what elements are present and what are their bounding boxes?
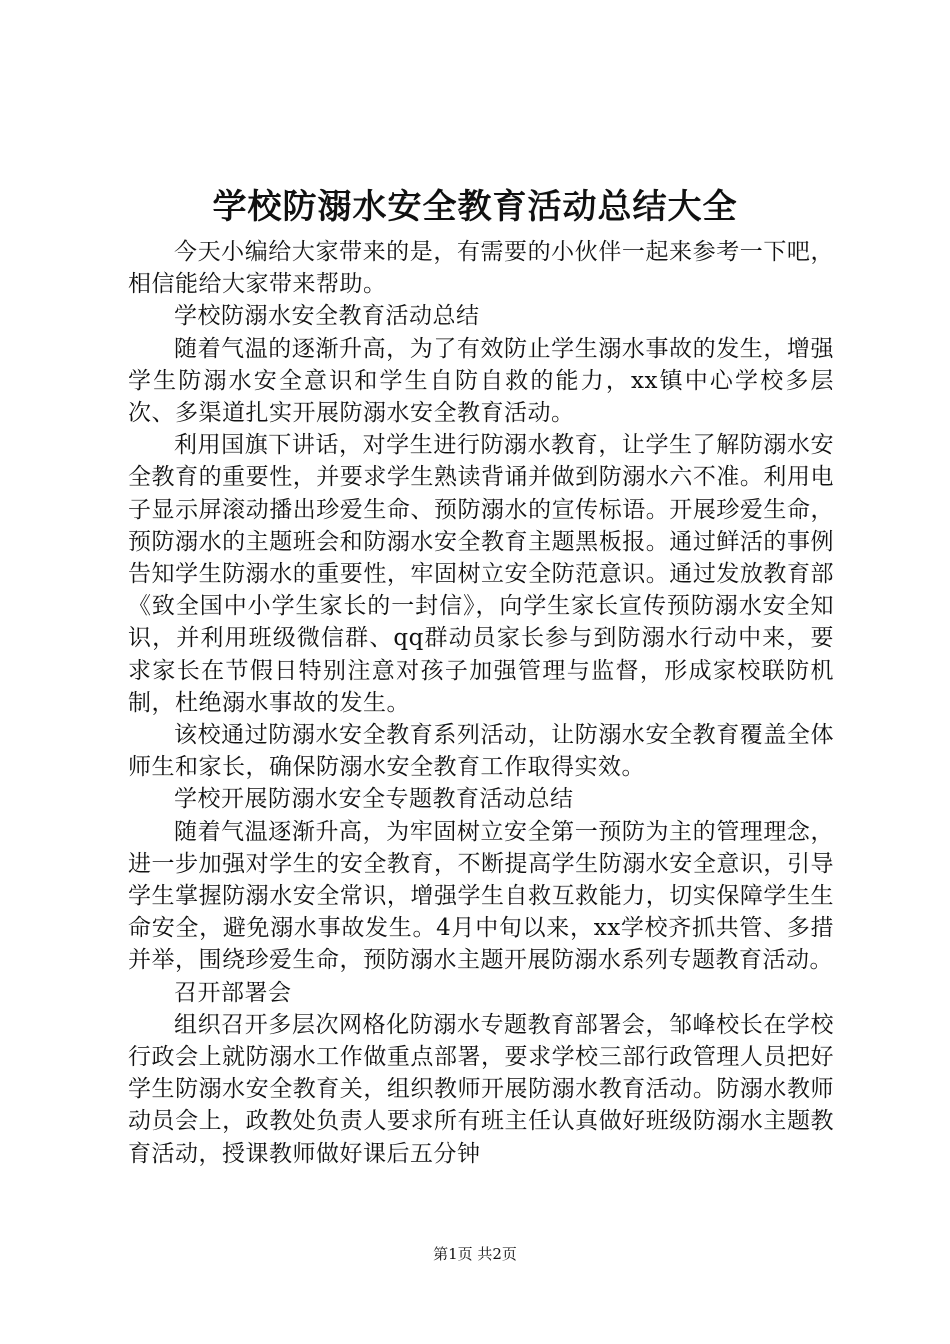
document-body (128, 236, 834, 1170)
body-paragraph: 随着气温的逐渐升高，为了有效防止学生溺水事故的发生，增强学生防溺水安全意识和学生自防自救的能力，xx镇中心学校多层次、多渠道扎实开展防溺水安全教育活动。 (128, 335, 834, 427)
subsection-heading: 召开部署会 (174, 979, 292, 1006)
intro-paragraph: 今天小编给大家带来的是，有需要的小伙伴一起来参考一下吧，相信能给大家带来帮助。 (128, 239, 834, 298)
section-heading: 学校开展防溺水安全专题教育活动总结 (174, 786, 574, 813)
section-heading: 学校防溺水安全教育活动总结 (174, 303, 480, 330)
body-paragraph: 利用国旗下讲话，对学生进行防溺水教育，让学生了解防溺水安全教育的重要性，并要求学生熟读背诵并做到防溺水六不准。利用电子显示屏滚动播出珍爱生命、预防溺水的宣传标语。开展珍爱生命，预防溺水的主题班会和防溺水安全教育主题黑板报。通过鲜活的事例告知学生防溺水的重要性，牢固树立安全防范意识。通过发放教育部《致全国中小学生家长的一封信》，向学生家长宣传预防溺水安全知识，并利用班级微信群、qq群动员家长参与到防溺水行动中来，要求家长在节假日特别注意对孩子加强管理与监督，形成家校联防机制，杜绝溺水事故的发生。 (128, 432, 834, 716)
body-paragraph: 随着气温逐渐升高，为牢固树立安全第一预防为主的管理理念，进一步加强对学生的安全教育，不断提高学生防溺水安全意识，引导学生掌握防溺水安全常识，增强学生自救互救能力，切实保障学生生命安全，避免溺水事故发生。4月中旬以来，xx学校齐抓共管、多措并举，围绕珍爱生命，预防溺水主题开展防溺水系列专题教育活动。 (128, 818, 834, 974)
body-paragraph: 该校通过防溺水安全教育系列活动，让防溺水安全教育覆盖全体师生和家长，确保防溺水安全教育工作取得实效。 (128, 722, 834, 781)
page-footer: 第1页 共2页 (433, 1245, 517, 1263)
body-paragraph: 组织召开多层次网格化防溺水专题教育部署会，邹峰校长在学校行政会上就防溺水工作做重点部署，要求学校三部行政管理人员把好学生防溺水安全教育关，组织教师开展防溺水教育活动。防溺水教师动员会上，政教处负责人要求所有班主任认真做好班级防溺水主题教育活动，授课教师做好课后五分钟 (128, 1011, 834, 1167)
document-title: 学校防溺水安全教育活动总结大全 (212, 187, 738, 227)
